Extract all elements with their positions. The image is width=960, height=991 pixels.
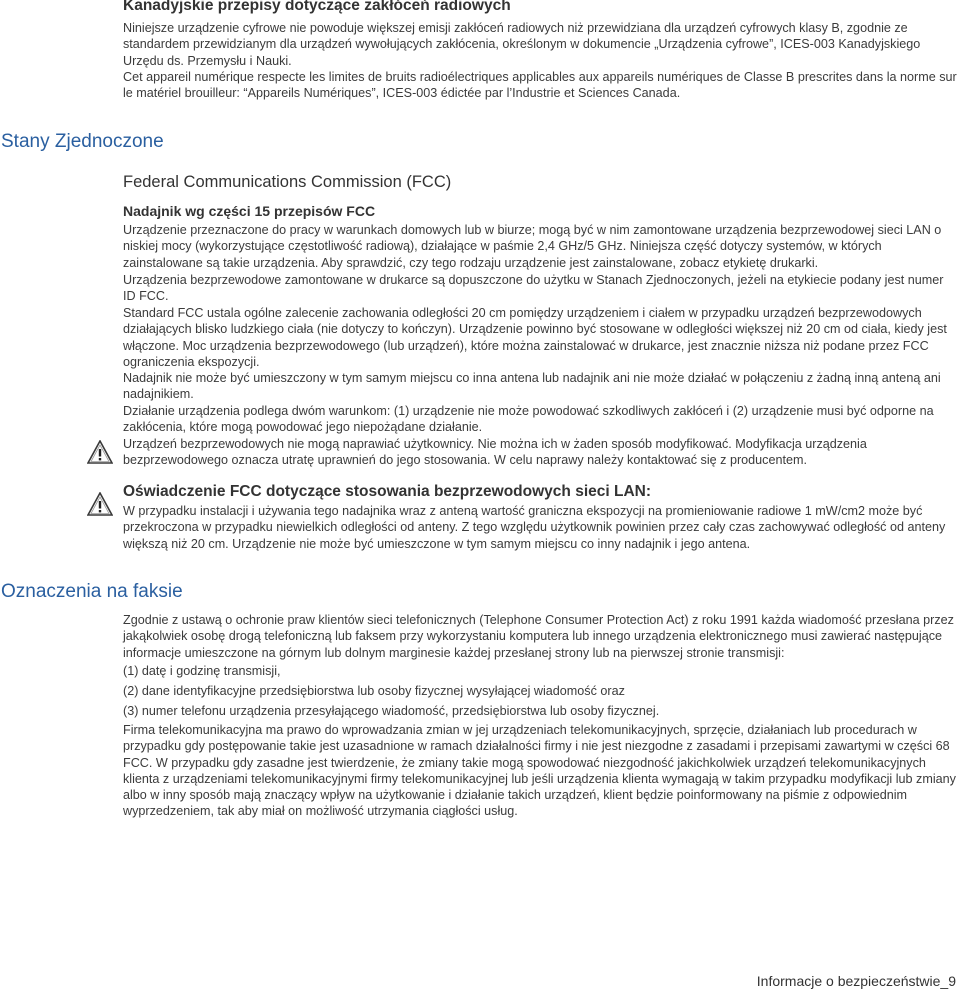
lan-heading: Oświadczenie FCC dotyczące stosowania bezprzewodowych sieci LAN: [123,483,651,500]
lan-text: W przypadku instalacji i używania tego nadajnika wraz z anteną wartość graniczna ekspozycji na promieniowanie radiowe 1 mW/cm2 może być przekroczona w przypadku niewielkich odległości od anteny. Z tego względu użytkownik powinien przez cały czas zachowywać odległość od anteny większą niż 20 cm. Urządzenie nie może być umieszczone w tym samym miejscu co inny nadajnik i jego antena. [123,504,946,551]
canada-paragraph-pl: Niniejsze urządzenie cyfrowe nie powoduje większej emisji zakłóceń radiowych niż przewidziana dla urządzeń cyfrowych klasy B, zgodnie ze standardem przewidzianym dla urządzeń wywołujących zakłócenia, określonym w dokumencie „Urządzenia cyfrowe”, ICES-003 Kanadyjskiego Urzędu ds. Przemysłu i Nauki. [123,21,921,68]
warning-icon [87,440,113,464]
fcc-paragraph: Standard FCC ustala ogólne zalecenie zachowania odległości 20 cm pomiędzy urządzeniem i ciałem w przypadku urządzeń bezprzewodowych działających blisko ludzkiego ciała (nie dotyczy to kończyn). Urządzenie powinno być stosowane w odległości większej niż 20 cm od ciała, kiedy jest włączone. Moc urządzenia bezprzewodowego (lub urządzeń), które można zainstalować w drukarce, jest znacznie niższa niż podane przez FCC ograniczenia ekspozycji. [123,306,947,369]
section-heading-usa: Stany Zjednoczone [1,131,164,152]
fax-intro: Zgodnie z ustawą o ochronie praw klientów sieci telefonicznych (Telephone Consumer Protection Act) z roku 1991 każda wiadomość przesłana przez jakąkolwiek osobę drogą telefoniczną lub faksem przy wykorzystaniu komputera lub innego urządzenia elektronicznego musi zawierać następujące informacje umieszczone na górnym lub dolnym marginesie każdej przesłanej strony lub na pierwszej stronie transmisji: [123,613,954,660]
fcc-title: Federal Communications Commission (FCC) [123,173,452,191]
footer-title: Informacje o bezpieczeństwie_ [756,973,949,989]
fax-list-item: (3) numer telefonu urządzenia przesyłającego wiadomość, przedsiębiorstwa lub osoby fizycznej. [123,704,660,718]
warning-icon [87,492,113,516]
canada-paragraph-fr: Cet appareil numérique respecte les limites de bruits radioélectriques applicables aux appareils numériques de Classe B prescrites dans la norme sur le matériel brouilleur: “Appareils Numériques”, ICES-003 édictée par l’Industrie et Sciences Canada. [123,70,957,101]
fcc-paragraph: Urządzenie przeznaczone do pracy w warunkach domowych lub w biurze; mogą być w nim zamontowane urządzenia bezprzewodowej sieci LAN o niskiej mocy (wykorzystujące częstotliwość radiową), działające w paśmie 2,4 GHz/5 GHz. Niniejsza część dotyczy systemów, w których zainstalowane są takie urządzenia. Aby sprawdzić, czy tego rodzaju urządzenie jest zainstalowane, zobacz etykietę drukarki. [123,223,942,270]
page-number: 9 [948,973,956,989]
fax-list-item: (2) dane identyfikacyjne przedsiębiorstwa lub osoby fizycznej wysyłającej wiadomość oraz [123,684,625,698]
canada-heading: Kanadyjskie przepisy dotyczące zakłóceń radiowych [123,0,511,14]
page-footer [757,973,956,989]
fax-closing: Firma telekomunikacyjna ma prawo do wprowadzania zmian w jej urządzeniach telekomunikacyjnych, sprzęcie, działaniach lub procedurach w przypadku gdy postępowanie takie jest uzasadnione w ramach działalności firmy i nie jest niezgodne z zasadami i przepisami zawartymi w części 68 FCC. W przypadku gdy zasadne jest twierdzenie, że zmiany takie mogą spowodować niezgodność jakichkolwiek urządzeń telekomunikacyjnych klienta z urządzeniami telekomunikacyjnymi firmy telekomunikacyjnej lub jeśli urządzenia klienta wymagają w takim przypadku modyfikacji lub zmiany albo w inny sposób mają znaczący wpływ na użytkowanie i działanie takich urządzeń, klient będzie poinformowany na piśmie z odpowiednim wyprzedzeniem, tak aby miał on możliwość utrzymania ciągłości usług. [123,723,956,819]
fax-list-item: (1) datę i godzinę transmisji, [123,664,281,678]
warning-text: Urządzeń bezprzewodowych nie mogą naprawiać użytkownicy. Nie można ich w żaden sposób modyfikować. Modyfikacja urządzenia bezprzewodowego oznacza utratę uprawnień do jego stosowania. W celu naprawy należy kontaktować się z producentem. [123,437,867,468]
transmitter-heading: Nadajnik wg części 15 przepisów FCC [123,203,376,219]
fcc-paragraph: Nadajnik nie może być umieszczony w tym samym miejscu co inna antena lub nadajnik ani nie może działać w połączeniu z żadną inną anteną ani nadajnikiem. [123,371,941,402]
fcc-paragraph: Działanie urządzenia podlega dwóm warunkom: (1) urządzenie nie może powodować szkodliwych zakłóceń i (2) urządzenie musi być odporne na zakłócenia, które mogą powodować jego niepożądane działanie. [123,404,934,435]
section-heading-fax: Oznaczenia na faksie [1,581,183,602]
fcc-paragraph: Urządzenia bezprzewodowe zamontowane w drukarce są dopuszczone do użytku w Stanach Zjednoczonych, jeżeli na etykiecie podany jest numer ID FCC. [123,273,944,304]
